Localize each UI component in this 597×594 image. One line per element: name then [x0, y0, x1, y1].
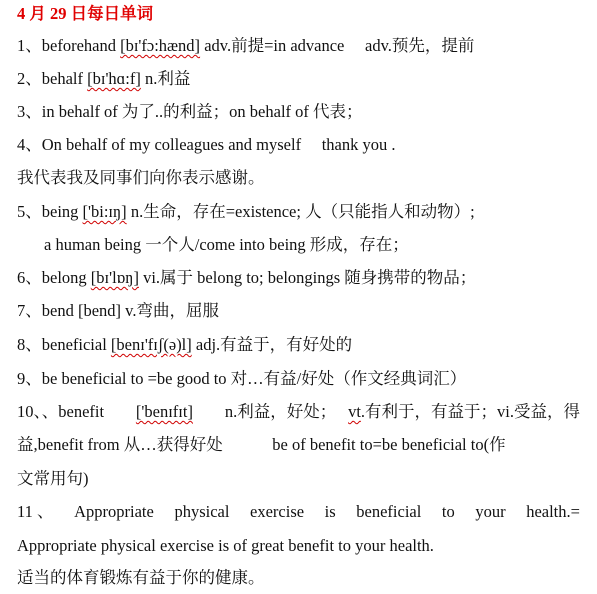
entry-example-sentence: 4、On behalf of my colleagues and myself thank you . [17, 135, 396, 154]
phonetic: ['benɪfɪt] [135, 402, 193, 421]
word: physical [174, 502, 230, 521]
entry-being [17, 201, 475, 223]
entry-label: 5、being [17, 202, 83, 221]
entry-example-11-cont: Appropriate physical exercise is of great benefit to your health. [17, 536, 434, 555]
word: Appropriate [74, 502, 154, 521]
phonetic: [bɪ'hɑ:f] [87, 69, 141, 88]
entry-definition: adj.有益于，有好处的 [191, 335, 353, 354]
word: exercise [250, 502, 305, 521]
word: 11 、 [17, 502, 54, 521]
entry-example-11-translation: 适当的体育锻炼有益于你的健康。 [17, 568, 265, 587]
entry-definition: n.利益 [140, 69, 191, 88]
word: beneficial [356, 502, 422, 521]
entry-example-11 [17, 501, 580, 523]
entry-being-example: a human being 一个人/come into being 形成，存在； [44, 235, 409, 254]
word: your [475, 502, 506, 521]
entry-label: 2、behalf [17, 69, 88, 88]
entry-label: 8、beneficial [17, 335, 111, 354]
entry-label: 10、、benefit [17, 402, 105, 421]
entry-beforehand [17, 35, 474, 57]
phonetic: ['bi:ɪŋ] [82, 202, 127, 221]
word: is [324, 502, 336, 521]
phonetic: [bɪ'lɒŋ] [90, 268, 139, 287]
entry-be-beneficial-to: 9、be beneficial to =be good to 对…有益/好处（作文经典词汇） [17, 369, 467, 388]
entry-definition: vi.属于 belong to; belongings 随身携带的物品； [138, 268, 477, 287]
entry-example-translation: 我代表我及同事们向你表示感谢。 [17, 168, 265, 187]
pos-tag: vt [348, 402, 361, 421]
entry-benefit-cont: 益,benefit from 从…获得好处 be of benefit to=be beneficial to(作 [17, 435, 506, 454]
entry-bend: 7、bend [bend] v.弯曲，屈服 [17, 301, 219, 320]
word: health.= [526, 502, 580, 521]
page-title: 4 月 29 日每日单词 [17, 4, 154, 23]
entry-definition-cont: .有利于，有益于；vi.受益，得 [360, 402, 580, 421]
entry-definition: n.利益，好处； [224, 402, 337, 421]
entry-beneficial [17, 334, 352, 356]
entry-belong [17, 267, 476, 289]
entry-label: 6、belong [17, 268, 91, 287]
word: to [441, 502, 455, 521]
phonetic: [benɪ'fɪʃ(ə)l] [110, 335, 192, 354]
entry-definition: n.生命，存在=existence; 人（只能指人和动物）; [126, 202, 475, 221]
entry-definition: adv.前提=in advance adv.预先，提前 [200, 36, 475, 55]
entry-label: 1、beforehand [17, 36, 121, 55]
entry-benefit [17, 401, 580, 423]
entry-in-behalf-of: 3、in behalf of 为了..的利益；on behalf of 代表； [17, 102, 363, 121]
entry-benefit-cont-2: 文常用句) [17, 469, 89, 488]
phonetic: [bɪ'fɔ:hænd] [120, 36, 201, 55]
entry-behalf [17, 68, 190, 90]
